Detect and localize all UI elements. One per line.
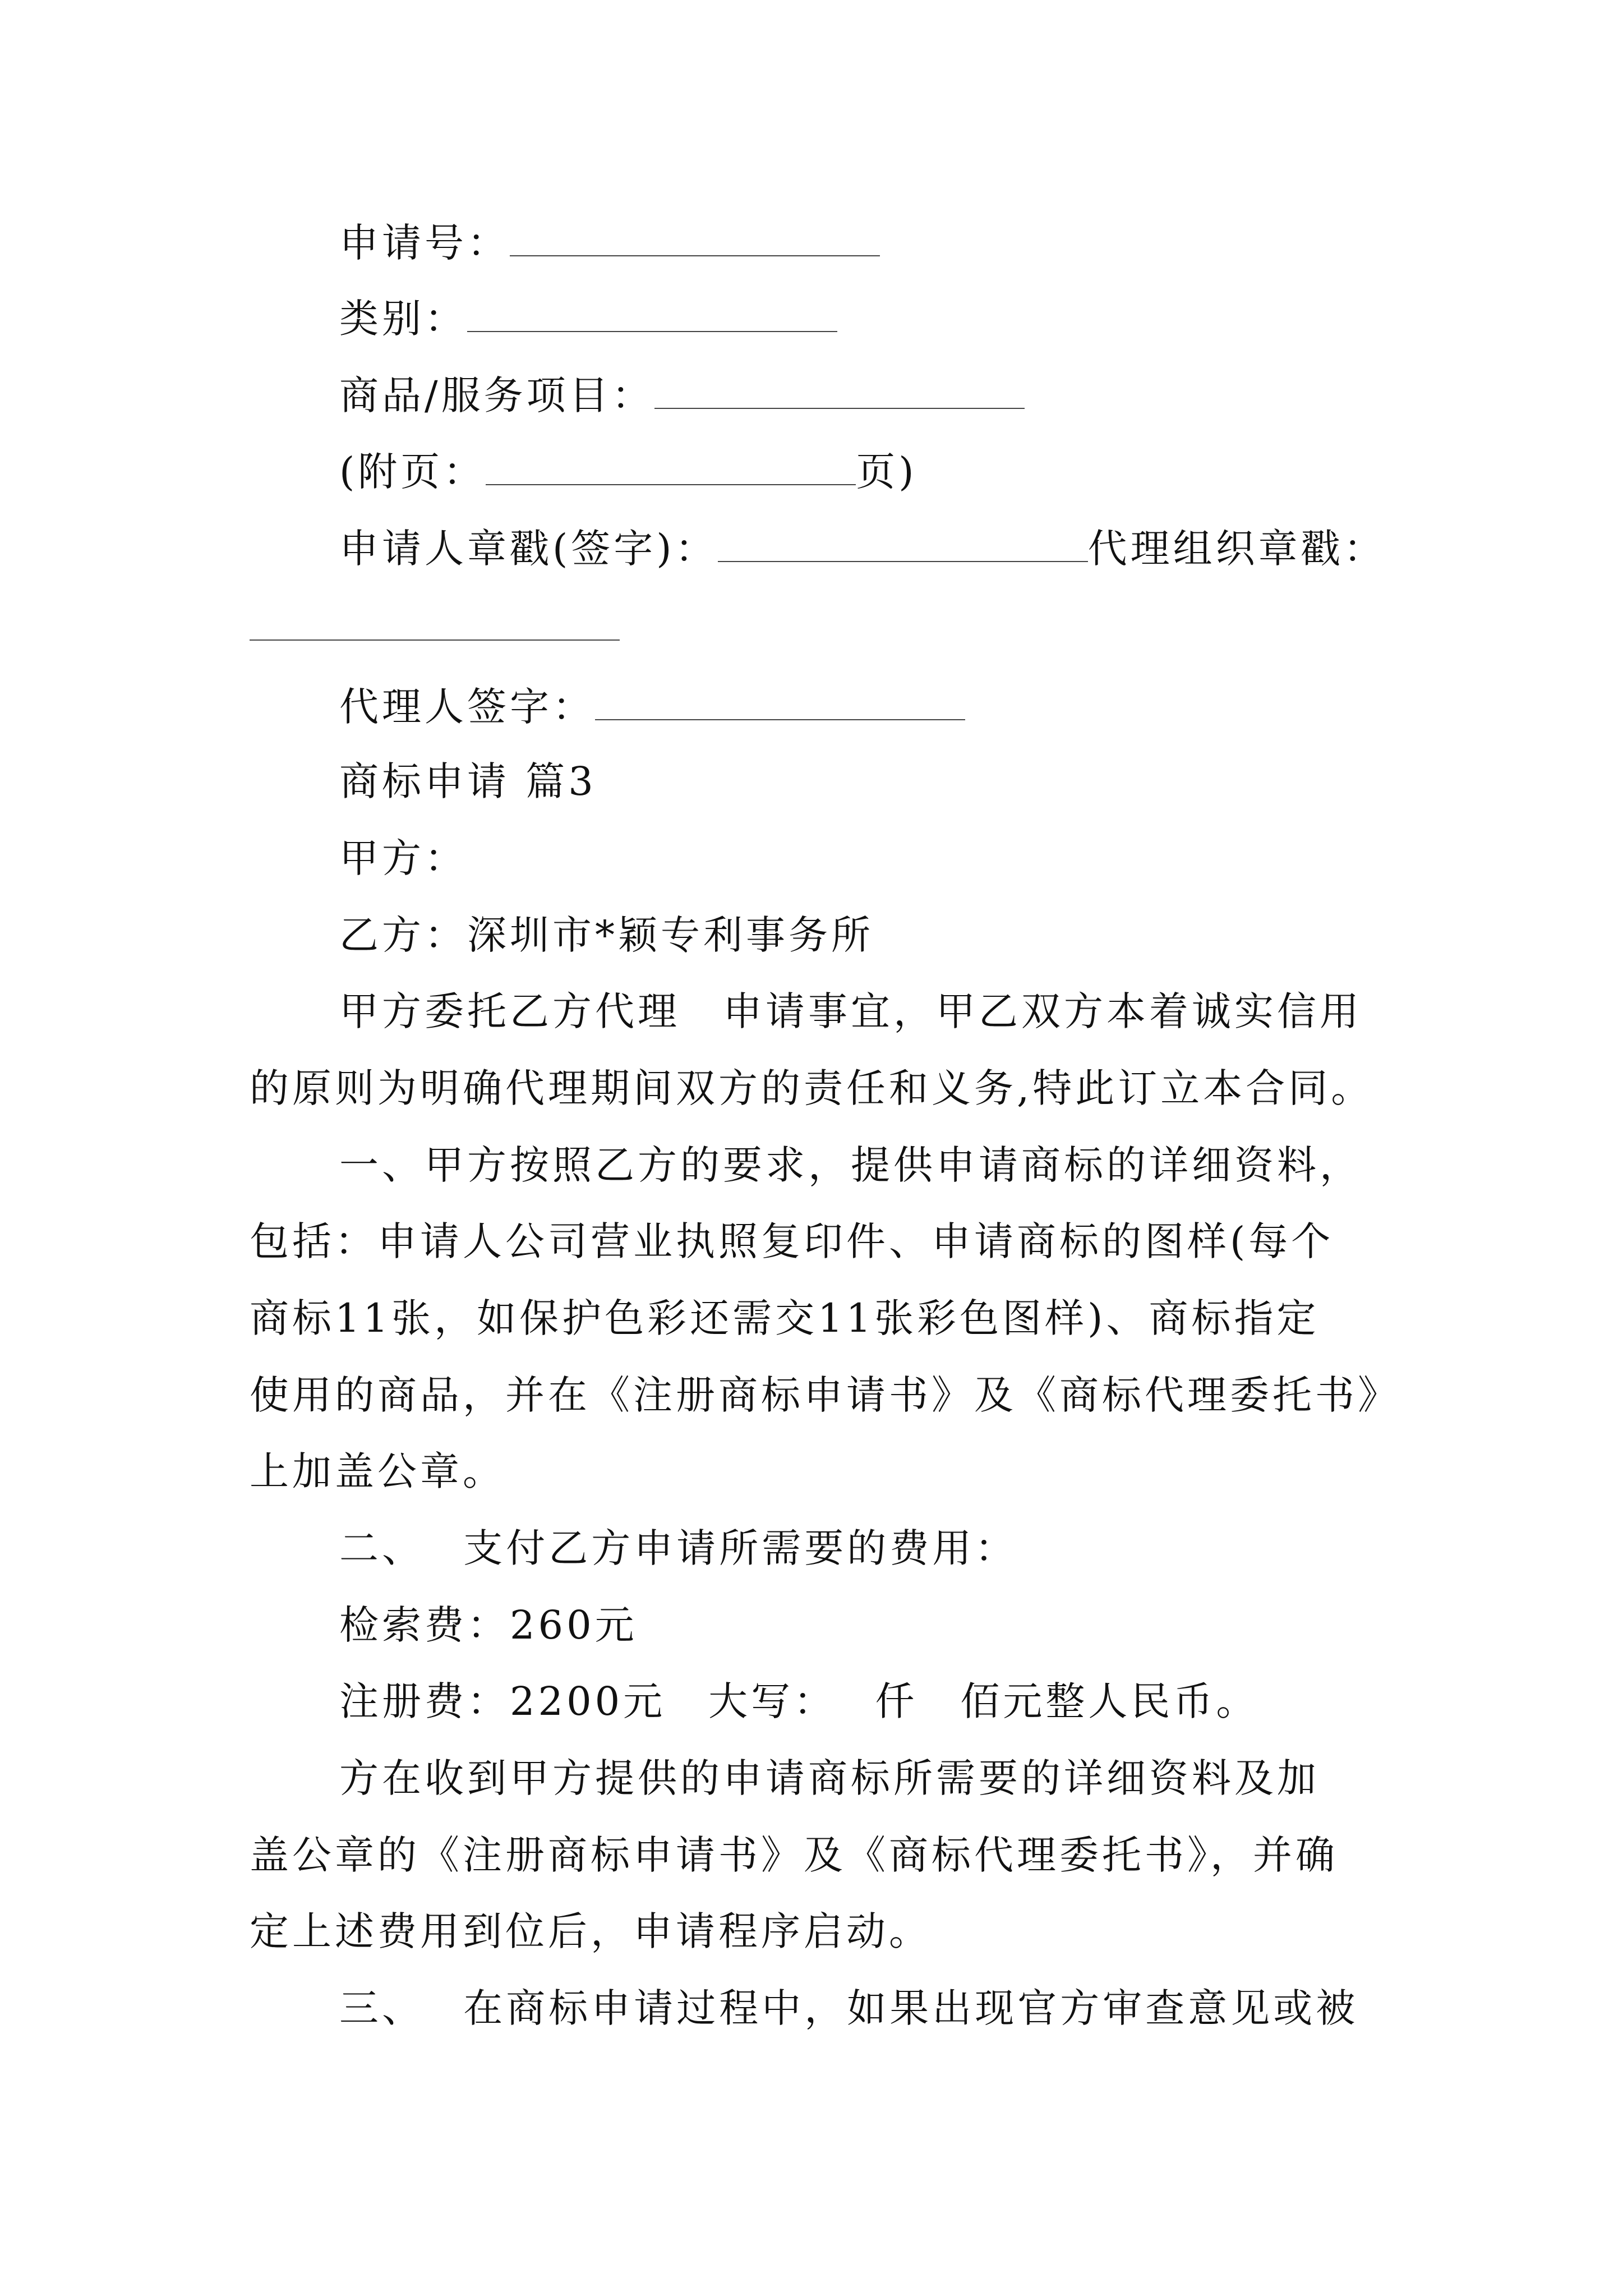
attachment-blank [486,450,856,485]
class-label: 类别： [339,296,467,342]
para-1-line: 上加盖公章。 [250,1448,505,1494]
agent-sign-blank [595,685,965,720]
para-1-line: 包括：申请人公司营业执照复印件、申请商标的图样(每个 [250,1218,1334,1264]
applicant-seal-label: 申请人章戳(签字)： [339,526,718,572]
party-b: 乙方：深圳市*颖专利事务所 [339,912,874,958]
agency-seal-label: 代理组织章戳： [1087,526,1386,572]
agency-seal-blank-row [250,606,620,647]
agent-sign-label: 代理人签字： [339,684,595,730]
goods-blank [654,374,1025,409]
party-a: 甲方： [339,835,467,881]
goods-row [339,372,1025,418]
application-no-label: 申请号： [339,220,510,266]
para-3-line: 盖公章的《注册商标申请书》及《商标代理委托书》，并确 [250,1832,1338,1878]
para-1-line: 一、甲方按照乙方的要求，提供申请商标的详细资料， [339,1142,1362,1188]
attachment-open: (附页： [339,449,486,495]
para-4-start: 三、 在商标申请过程中，如果出现官方审查意见或被 [339,1985,1359,2031]
fee-search: 检索费：260元 [339,1602,638,1648]
para-3-line: 定上述费用到位后，申请程序启动。 [250,1908,932,1954]
attachment-close: 页) [856,449,917,495]
applicant-seal-row [339,526,1386,572]
agency-seal-blank [250,606,620,641]
application-no-row [339,220,880,266]
application-no-blank [510,222,880,256]
fee-register: 注册费：2200元 大写： 仟 佰元整人民币。 [339,1678,1259,1724]
para-1-line: 商标11张，如保护色彩还需交11张彩色图样)、商标指定 [250,1295,1320,1341]
class-blank [467,297,837,332]
para-3-line: 方在收到甲方提供的申请商标所需要的详细资料及加 [339,1755,1320,1801]
attachment-row [339,449,917,495]
para-2-title: 二、 支付乙方申请所需要的费用： [339,1525,1018,1571]
section-title: 商标申请 篇3 [339,758,597,804]
para-intro-line: 甲方委托乙方代理 申请事宜，甲乙双方本着诚实信用 [339,988,1362,1034]
goods-label: 商品/服务项目： [339,372,654,418]
applicant-seal-blank [718,527,1088,562]
agent-sign-row [339,684,965,730]
para-1-line: 使用的商品，并在《注册商标申请书》及《商标代理委托书》 [250,1372,1400,1418]
class-row [339,296,837,342]
para-intro-line: 的原则为明确代理期间双方的责任和义务,特此订立本合同。 [250,1065,1374,1111]
